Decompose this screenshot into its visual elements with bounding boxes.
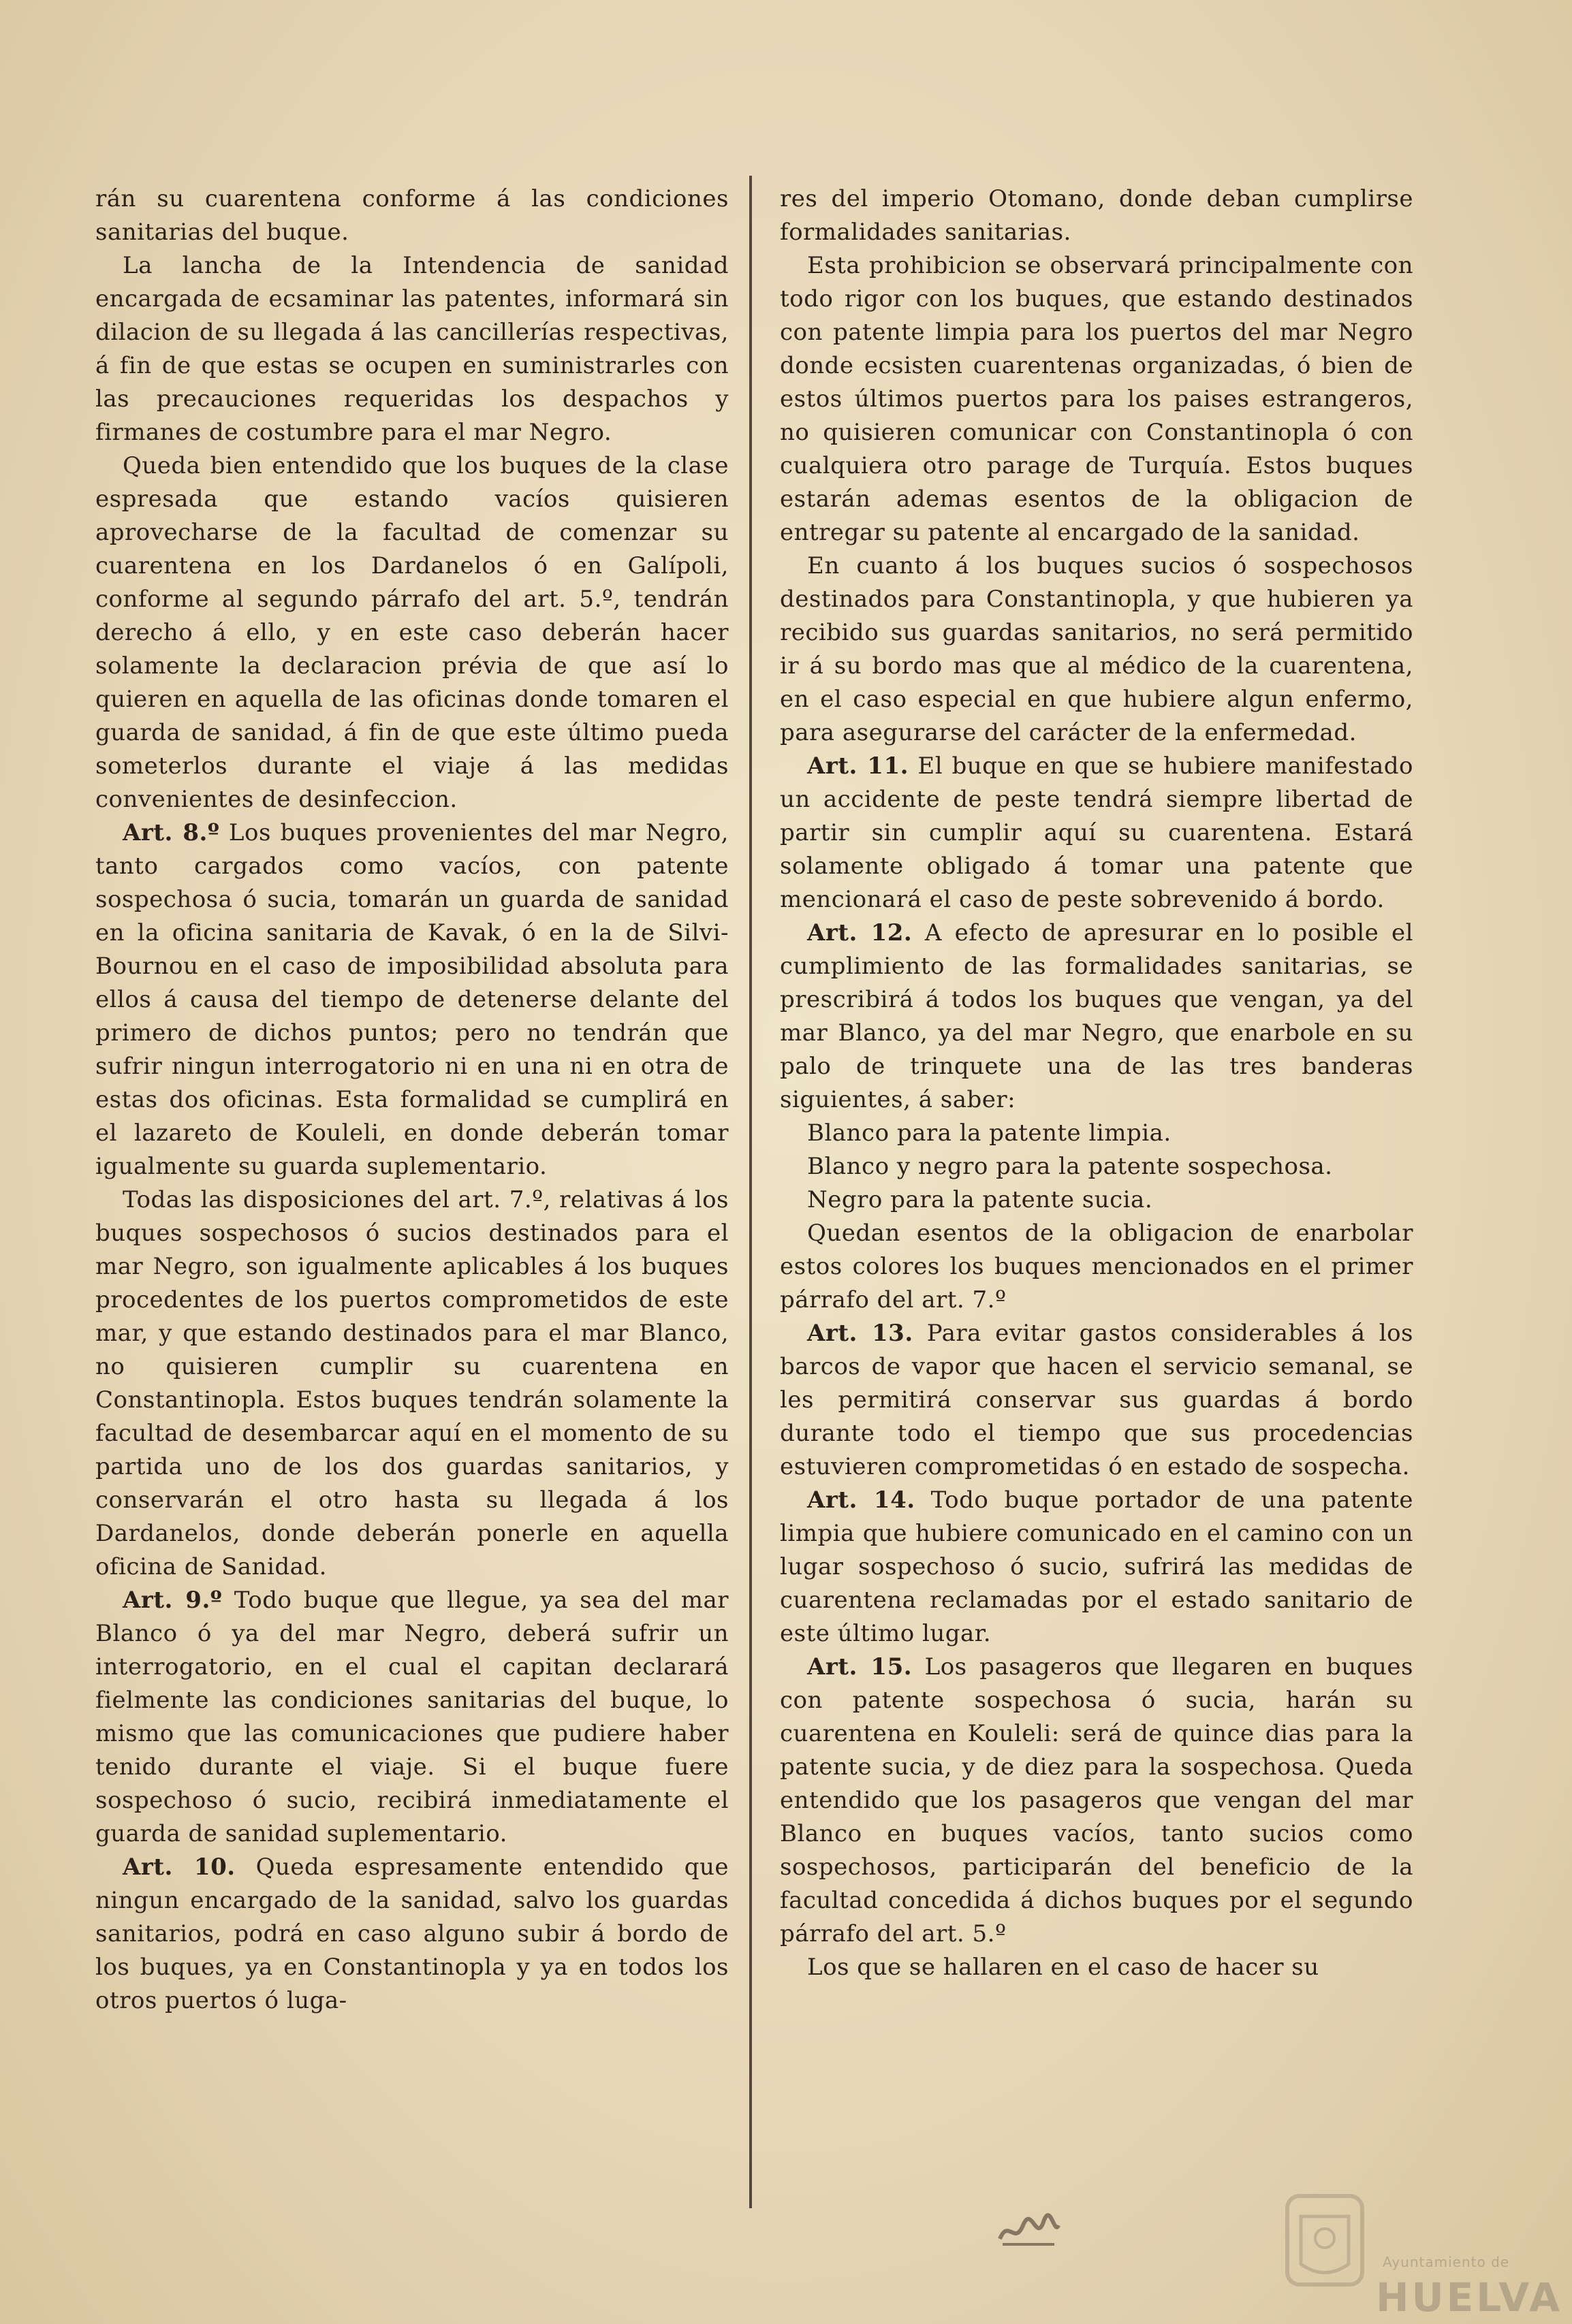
text-paragraph — [780, 1217, 1413, 1317]
paragraph-text: Blanco para la patente limpia. — [807, 1119, 1172, 1147]
right-text-column — [780, 182, 1413, 1984]
article-label: Art. 9.º — [123, 1587, 223, 1614]
article-label: Art. 11. — [807, 752, 909, 780]
paragraph-text: Queda espresamente entendido que ningun encargado de la sanidad, salvo los guardas sanitarios, podrá en caso alguno subir á bordo de los buques, ya en Constantinopla y ya en todos los otros puertos ó luga- — [95, 1853, 729, 2014]
paragraph-text: A efecto de apresurar en lo posible el cumplimiento de las formalidades sanitarias, se prescribirá á todos los buques que vengan, ya del mar Blanco, ya del mar Negro, que enarbole en su palo de trinquete una de las tres banderas siguientes, á saber: — [780, 919, 1413, 1113]
text-paragraph — [780, 1150, 1413, 1183]
paragraph-text: Los pasageros que llegaren en buques con patente sospechosa ó sucia, harán su cuarentena en Kouleli: será de quince dias para la patente sucia, y de diez para la sospechosa. Queda entendido que los pasageros que vengan del mar Blanco en buques vacíos, tanto sucios como sospechosos, participarán del beneficio de la facultad concedida á dichos buques por el segundo párrafo del art. 5.º — [780, 1653, 1413, 1947]
article-paragraph — [95, 816, 729, 1183]
article-label: Art. 10. — [123, 1853, 236, 1881]
paragraph-text: Todo buque portador de una patente limpia que hubiere comunicado en el camino con un lugar sospechoso ó sucio, sufrirá las medidas de cuarentena reclamadas por el estado sanitario de este último lugar. — [780, 1486, 1413, 1647]
article-paragraph — [780, 1651, 1413, 1951]
text-paragraph — [780, 182, 1413, 249]
text-paragraph — [780, 550, 1413, 750]
text-paragraph — [95, 182, 729, 249]
paragraph-text: Todo buque que llegue, ya sea del mar Blanco ó ya del mar Negro, deberá sufrir un interrogatorio, en el cual el capitan declarará fielmente las condiciones sanitarias del buque, lo mismo que las comunicaciones que pudiere haber tenido durante el viaje. Si el buque fuere sospechoso ó sucio, recibirá inmediatamente el guarda de sanidad suplementario. — [95, 1587, 729, 1847]
watermark-name: HUELVA — [1376, 2274, 1563, 2321]
text-paragraph — [780, 1951, 1413, 1984]
article-paragraph — [95, 1584, 729, 1851]
paragraph-text: Los buques provenientes del mar Negro, tanto cargados como vacíos, con patente sospechosa ó sucia, tomarán un guarda de sanidad en la oficina sanitaria de Kavak, ó en la de Silvi-Bournou en el caso de imposibilidad absoluta para ellos á causa del tiempo de detenerse delante del primero de dichos puntos; pero no tendrán que sufrir ningun interrogatorio ni en una ni en otra de estas dos oficinas. Esta formalidad se cumplirá en el lazareto de Kouleli, en donde deberán tomar igualmente su guarda suplementario. — [95, 819, 729, 1180]
article-paragraph — [780, 750, 1413, 917]
watermark-subtitle: Ayuntamiento de — [1383, 2254, 1510, 2270]
article-label: Art. 14. — [807, 1486, 915, 1514]
paragraph-text: Blanco y negro para la patente sospechosa. — [807, 1153, 1333, 1180]
paragraph-text: rán su cuarentena conforme á las condiciones sanitarias del buque. — [95, 185, 729, 246]
article-label: Art. 13. — [807, 1320, 913, 1347]
paragraph-text: Para evitar gastos considerables á los barcos de vapor que hacen el servicio semanal, se les permitirá conservar sus guardas á bordo durante todo el tiempo que sus procedencias estuvieren comprometidas ó en estado de sospecha. — [780, 1320, 1413, 1480]
text-paragraph — [780, 249, 1413, 550]
article-paragraph — [780, 1484, 1413, 1651]
text-paragraph — [780, 1117, 1413, 1150]
paragraph-text: Todas las disposiciones del art. 7.º, relativas á los buques sospechosos ó sucios destinados para el mar Negro, son igualmente aplicables á los buques procedentes de los puertos comprometidos de este mar, y que estando destinados para el mar Blanco, no quisieren cumplir su cuarentena en Constantinopla. Estos buques tendrán solamente la facultad de desembarcar aquí en el momento de su partida uno de los dos guardas sanitarios, y conservarán el otro hasta su llegada á los Dardanelos, donde deberán ponerle en aquella oficina de Sanidad. — [95, 1186, 729, 1580]
text-paragraph — [95, 449, 729, 816]
text-paragraph — [95, 1183, 729, 1584]
text-paragraph — [780, 1183, 1413, 1217]
article-label: Art. 15. — [807, 1653, 913, 1681]
paragraph-text: Quedan esentos de la obligacion de enarbolar estos colores los buques mencionados en el primer párrafo del art. 7.º — [780, 1220, 1413, 1314]
text-paragraph — [95, 249, 729, 449]
paragraph-text: Esta prohibicion se observará principalmente con todo rigor con los buques, que estando destinados con patente limpia para los puertos del mar Negro donde ecsisten cuarentenas organizadas, ó bien de estos últimos puertos para los paises estrangeros, no quisieren comunicar con Constantinopla ó con cualquiera otro parage de Turquía. Estos buques estarán ademas esentos de la obligacion de entregar su patente al encargado de la sanidad. — [780, 252, 1413, 546]
column-divider — [749, 176, 752, 2208]
article-paragraph — [780, 917, 1413, 1117]
paragraph-text: La lancha de la Intendencia de sanidad encargada de ecsaminar las patentes, informará sin dilacion de su llegada á las cancillerías respectivas, á fin de que estas se ocupen en suministrarles con las precauciones requeridas los despachos y firmanes de costumbre para el mar Negro. — [95, 252, 729, 446]
paragraph-text: Queda bien entendido que los buques de la clase espresada que estando vacíos quisieren aprovecharse de la facultad de comenzar su cuarentena en los Dardanelos ó en Galípoli, conforme al segundo párrafo del art. 5.º, tendrán derecho á ello, y en este caso deberán hacer solamente la declaracion prévia de que así lo quieren en aquella de las oficinas donde tomaren el guarda de sanidad, á fin de que este último pueda someterlos durante el viaje á las medidas convenientes de desinfeccion. — [95, 452, 729, 813]
article-paragraph — [95, 1851, 729, 2018]
paragraph-text: El buque en que se hubiere manifestado un accidente de peste tendrá siempre libertad de partir sin cumplir aquí su cuarentena. Estará solamente obligado á tomar una patente que mencionará el caso de peste sobrevenido á bordo. — [780, 752, 1414, 913]
paragraph-text: En cuanto á los buques sucios ó sospechosos destinados para Constantinopla, y que hubieren ya recibido sus guardas sanitarios, no será permitido ir á su bordo mas que al médico de la cuarentena, en el caso especial en que hubiere algun enfermo, para asegurarse del carácter de la enfermedad. — [780, 552, 1413, 746]
article-label: Art. 12. — [807, 919, 913, 946]
paragraph-text: res del imperio Otomano, donde deban cumplirse formalidades sanitarias. — [780, 185, 1413, 246]
signature-mark-icon — [994, 2205, 1063, 2253]
left-text-column — [95, 182, 729, 2018]
article-label: Art. 8.º — [123, 819, 220, 846]
article-paragraph — [780, 1317, 1413, 1484]
paragraph-text: Negro para la patente sucia. — [807, 1186, 1153, 1213]
paragraph-text: Los que se hallaren en el caso de hacer su — [807, 1954, 1319, 1981]
